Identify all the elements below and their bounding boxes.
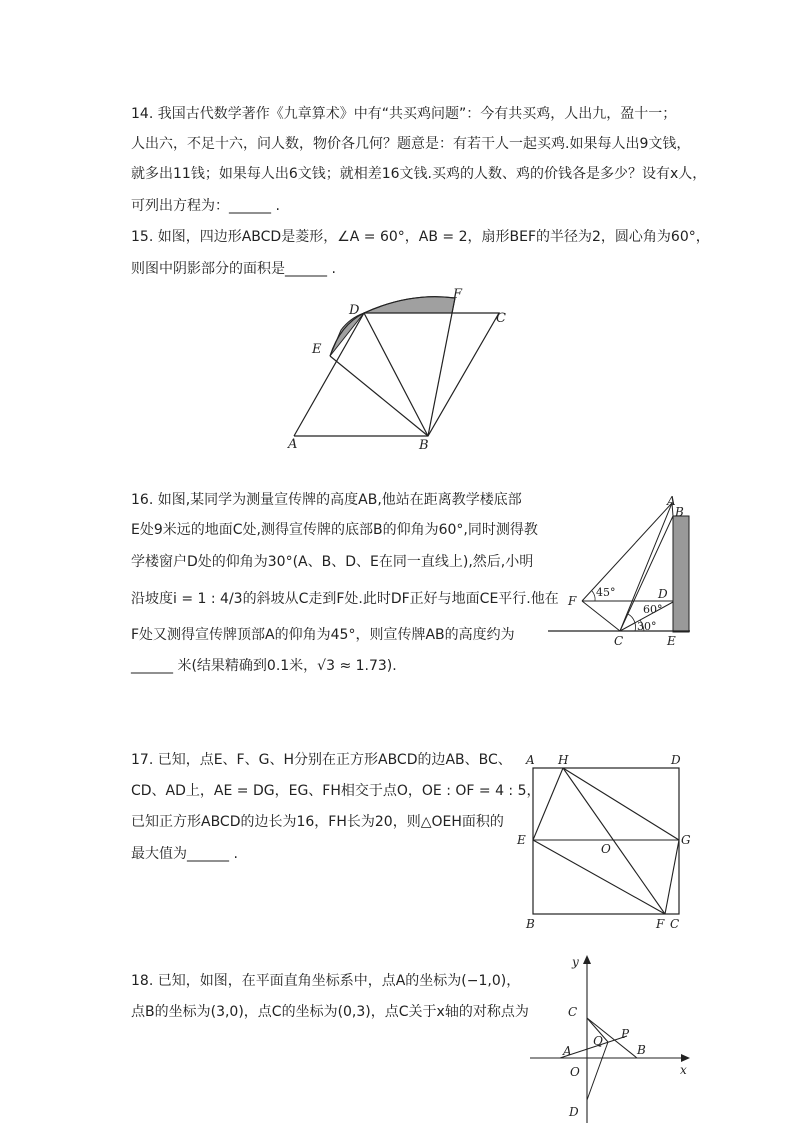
- p16-label-B: B: [675, 505, 684, 519]
- p17-label-E: E: [517, 833, 526, 847]
- p18-label-A: A: [563, 1044, 572, 1058]
- p15-shade-left: [330, 313, 364, 356]
- p17-label-O: O: [601, 842, 611, 856]
- p15-label-D: D: [349, 303, 360, 318]
- p15-seg-EB: [330, 356, 428, 436]
- p17-label-B: B: [526, 917, 535, 931]
- p16-figure: [540, 490, 700, 650]
- p16-line-1: 16. 如图,某同学为测量宣传牌的高度AB,他站在距离教学楼底部: [131, 492, 522, 508]
- p18-label-P: P: [621, 1027, 630, 1041]
- p18-x-arrow: [681, 1054, 690, 1062]
- p15-label-E: E: [312, 342, 322, 357]
- p17-label-D: D: [671, 753, 681, 767]
- p18-label-D: D: [569, 1105, 579, 1119]
- p18-y-arrow: [583, 955, 591, 964]
- p17-label-G: G: [681, 833, 691, 847]
- p14-line-4: 可列出方程为：______ .: [131, 198, 280, 214]
- p17-label-F: F: [656, 917, 665, 931]
- p16-line-5: F处又测得宣传牌顶部A的仰角为45°，则宣传牌AB的高度约为: [131, 627, 515, 643]
- p17-square: [533, 768, 679, 914]
- p16-line-3: 学楼窗户D处的仰角为30°(A、B、D、E在同一直线上),然后,小明: [131, 554, 534, 570]
- p17-line-4: 最大值为______ .: [131, 846, 238, 862]
- p14-line-3: 就多出11钱；如果每人出6文钱；就相差16文钱.买鸡的人数、鸡的价钱各是多少？设有x人，: [131, 166, 707, 182]
- p15-label-B: B: [419, 438, 429, 453]
- p15-line-2: 则图中阴影部分的面积是______ .: [131, 261, 336, 277]
- p15-diag-DB: [364, 313, 428, 436]
- p18-line-2: 点B的坐标为(3,0)，点C的坐标为(0,3)，点C关于x轴的对称点为: [131, 1004, 529, 1020]
- p17-line-2: CD、AD上，AE = DG，EG、FH相交于点O，OE : OF = 4 : 5，: [131, 783, 541, 799]
- p15-figure: [0, 0, 794, 460]
- p18-label-Q: Q: [593, 1034, 603, 1048]
- p15-label-F: F: [453, 287, 463, 302]
- p18-label-C: C: [568, 1005, 578, 1019]
- p16-line-6: ______ 米(结果精确到0.1米，√3 ≈ 1.73).: [131, 658, 397, 674]
- p16-label-A: A: [667, 494, 676, 508]
- p16-line-4: 沿坡度i = 1 : 4/3的斜坡从C走到F处.此时DF正好与地面CE平行.他在: [131, 591, 559, 607]
- p16-label-C: C: [614, 634, 624, 648]
- p16-angle-30: 30°: [637, 620, 657, 633]
- p17-label-H: H: [558, 753, 569, 767]
- p14-line-2: 人出六，不足十六，问人数，物价各几何？题意是：有若干人一起买鸡.如果每人出9文钱，: [131, 136, 691, 152]
- p17-line-3: 已知正方形ABCD的边长为16，FH长为20，则△OEH面积的: [131, 814, 504, 830]
- p17-label-C: C: [670, 917, 680, 931]
- p16-label-D: D: [658, 587, 668, 601]
- p18-label-O: O: [570, 1065, 580, 1079]
- p16-label-F: F: [568, 594, 577, 608]
- p18-label-x: x: [680, 1063, 687, 1077]
- p16-line-2: E处9米远的地面C处,测得宣传牌的底部B的仰角为60°,同时测得教: [131, 522, 538, 538]
- p17-line-1: 17. 已知，点E、F、G、H分别在正方形ABCD的边AB、BC、: [131, 752, 512, 768]
- p18-label-y: y: [572, 955, 579, 969]
- p16-label-E: E: [667, 634, 676, 648]
- p16-angle-60: 60°: [643, 603, 663, 616]
- p16-building: [673, 516, 689, 632]
- p17-figure: [510, 748, 700, 938]
- p15-label-C: C: [496, 311, 506, 326]
- p18-line-1: 18. 已知，如图，在平面直角坐标系中，点A的坐标为(−1,0)，: [131, 973, 521, 989]
- p16-angle-45: 45°: [596, 586, 616, 599]
- p15-line-1: 15. 如图，四边形ABCD是菱形，∠A = 60°，AB = 2，扇形BEF的半径为2，圆心角为60°，: [131, 229, 710, 245]
- p14-line-1: 14. 我国古代数学著作《九章算术》中有“共买鸡问题”：今有共买鸡，人出九，盈十一；: [131, 106, 677, 122]
- p15-seg-FB: [428, 298, 455, 436]
- p18-label-B: B: [637, 1043, 646, 1057]
- p18-figure: [520, 950, 700, 1123]
- p15-label-A: A: [288, 437, 298, 452]
- p17-label-A: A: [526, 753, 535, 767]
